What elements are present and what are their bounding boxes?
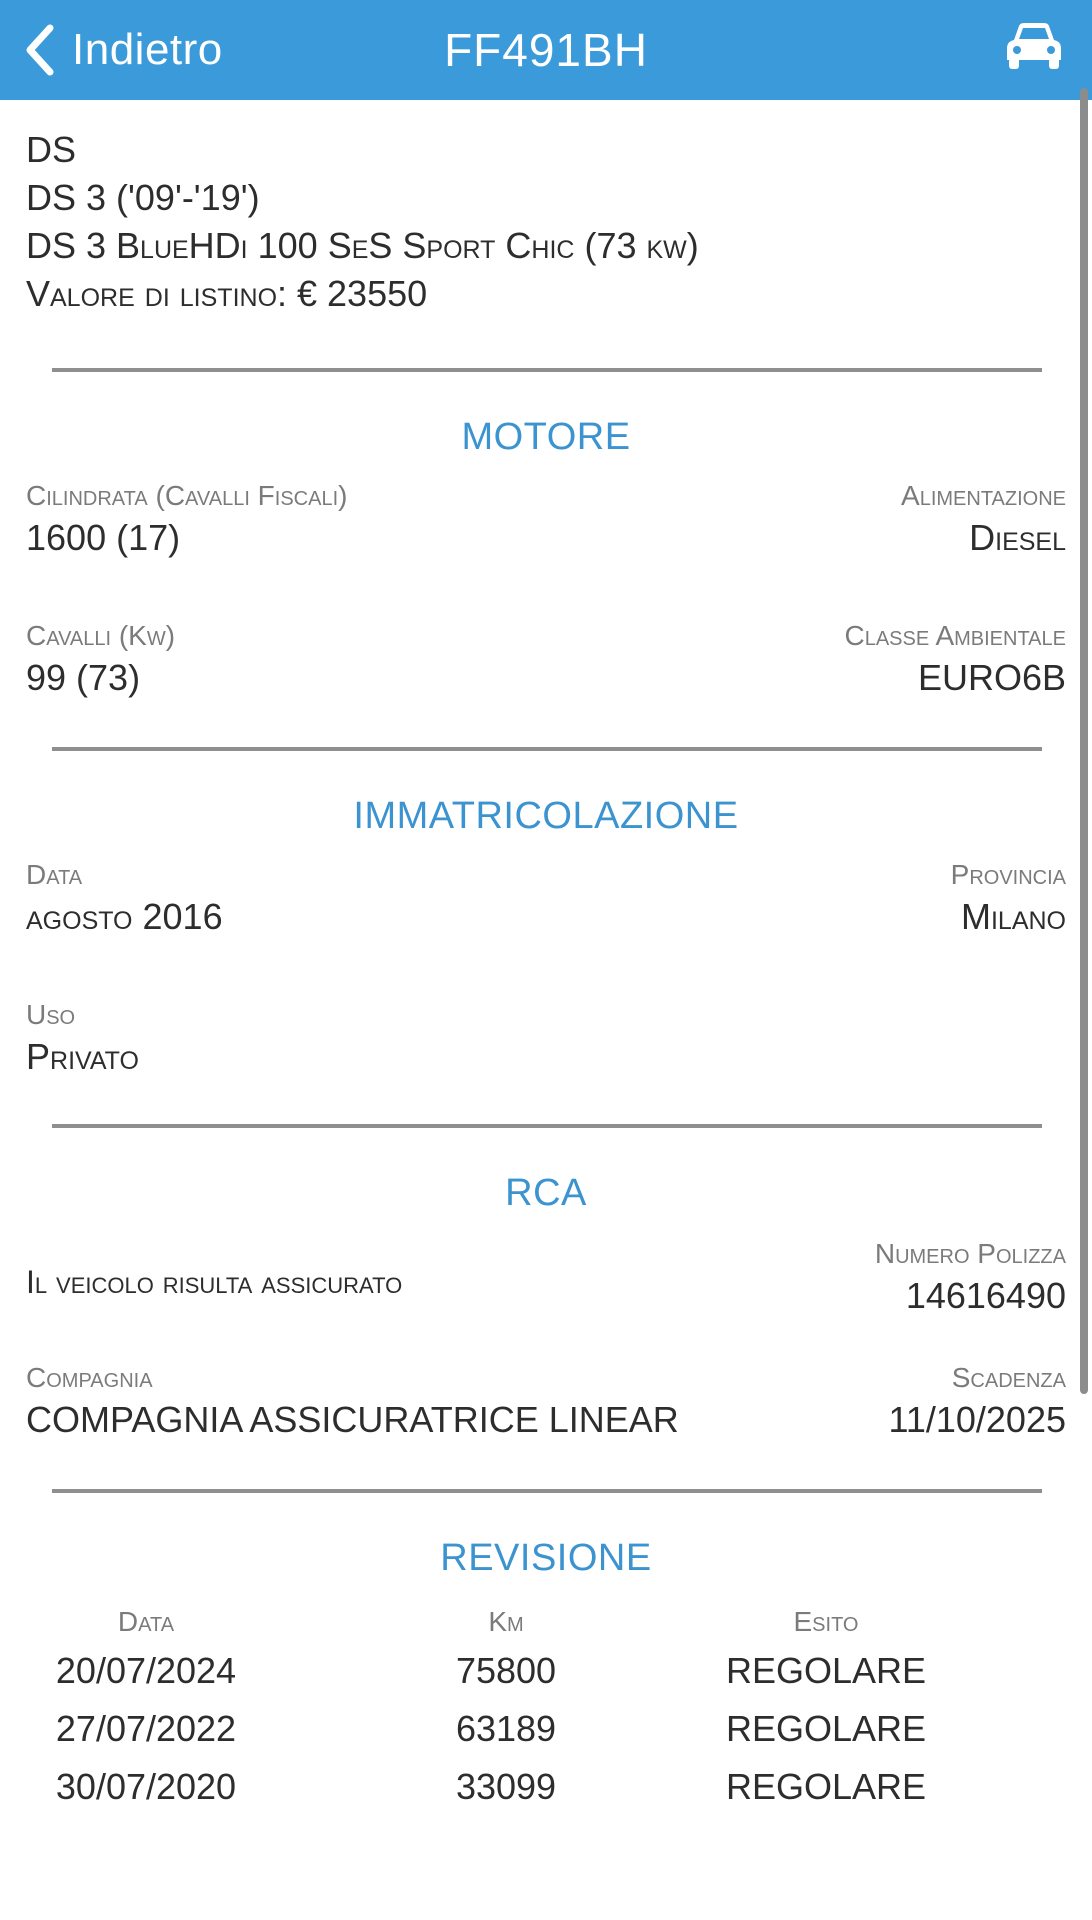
revisione-data: 30/07/2020 <box>55 1766 237 1807</box>
table-header <box>26 1602 1066 1642</box>
revisione-data: 27/07/2022 <box>55 1708 237 1749</box>
car-icon[interactable] <box>1002 18 1066 74</box>
immatricolazione-row-1 <box>26 858 1066 942</box>
divider <box>52 1124 1042 1128</box>
classe-ambientale-value: EURO6B <box>917 657 1066 698</box>
vehicle-model: DS 3 ('09'-'19') <box>26 177 260 218</box>
back-label: Indietro <box>72 25 223 74</box>
section-title-revisione: REVISIONE <box>440 1537 652 1579</box>
uso-label: Uso <box>26 999 76 1030</box>
revisione-esito: REGOLARE <box>725 1708 927 1749</box>
numero-polizza-value: 14616490 <box>905 1275 1066 1316</box>
cavalli-value: 99 (73) <box>26 657 141 698</box>
compagnia-value: COMPAGNIA ASSICURATRICE LINEAR <box>26 1399 679 1440</box>
revisione-km: 33099 <box>455 1766 557 1807</box>
cilindrata-field <box>26 479 347 563</box>
rca-row-1 <box>26 1237 1066 1321</box>
app-header <box>0 0 1092 100</box>
table-row <box>26 1758 1066 1816</box>
column-header-esito: Esito <box>793 1606 859 1637</box>
revisione-esito: REGOLARE <box>725 1650 927 1691</box>
compagnia-label: Compagnia <box>26 1362 153 1393</box>
divider <box>52 1489 1042 1493</box>
vehicle-price: Valore di listino: € 23550 <box>26 273 428 314</box>
scadenza-value: 11/10/2025 <box>888 1399 1066 1440</box>
uso-field <box>26 998 139 1082</box>
data-immatricolazione-label: Data <box>26 859 83 890</box>
revisione-table <box>26 1602 1066 1816</box>
immatricolazione-row-2 <box>26 998 1066 1082</box>
alimentazione-value: Diesel <box>969 517 1066 558</box>
revisione-data: 20/07/2024 <box>55 1650 237 1691</box>
uso-value: Privato <box>26 1036 139 1077</box>
scrollbar[interactable] <box>1080 88 1088 1394</box>
motore-row-2 <box>26 619 1066 703</box>
vehicle-summary <box>26 100 1066 318</box>
revisione-km: 63189 <box>455 1708 557 1749</box>
divider <box>52 368 1042 372</box>
rca-row-2 <box>26 1361 1066 1445</box>
alimentazione-label: Alimentazione <box>901 480 1066 511</box>
column-header-data: Data <box>117 1606 175 1637</box>
scadenza-field <box>888 1361 1066 1445</box>
revisione-esito: REGOLARE <box>725 1766 927 1807</box>
vehicle-version: DS 3 BlueHDi 100 SeS Sport Chic (73 kw) <box>26 225 699 266</box>
page-title: FF491BH <box>444 24 648 76</box>
vehicle-brand: DS <box>26 129 77 170</box>
numero-polizza-label: Numero Polizza <box>874 1238 1066 1269</box>
cilindrata-label: Cilindrata (Cavalli Fiscali) <box>26 480 348 511</box>
cavalli-field <box>26 619 175 703</box>
numero-polizza-field <box>875 1237 1066 1321</box>
section-title-immatricolazione: IMMATRICOLAZIONE <box>353 795 739 837</box>
table-row <box>26 1642 1066 1700</box>
provincia-value: Milano <box>960 896 1066 937</box>
revisione-km: 75800 <box>455 1650 557 1691</box>
scadenza-label: Scadenza <box>951 1362 1066 1393</box>
column-header-km: Km <box>488 1606 524 1637</box>
alimentazione-field <box>901 479 1066 563</box>
classe-ambientale-label: Classe Ambientale <box>844 620 1066 651</box>
classe-ambientale-field <box>845 619 1067 703</box>
vehicle-details <box>26 100 1066 1816</box>
section-title-rca: RCA <box>505 1172 587 1214</box>
provincia-field <box>951 858 1066 942</box>
table-row <box>26 1700 1066 1758</box>
cavalli-label: Cavalli (Kw) <box>26 620 176 651</box>
rca-status: Il veicolo risulta assicurato <box>26 1264 403 1300</box>
cilindrata-value: 1600 (17) <box>26 517 181 558</box>
divider <box>52 747 1042 751</box>
provincia-label: Provincia <box>950 859 1066 890</box>
data-immatricolazione-value: agosto 2016 <box>26 896 223 937</box>
motore-row-1 <box>26 479 1066 563</box>
section-title-motore: MOTORE <box>461 416 631 458</box>
compagnia-field <box>26 1361 679 1445</box>
data-immatricolazione-field <box>26 858 223 942</box>
